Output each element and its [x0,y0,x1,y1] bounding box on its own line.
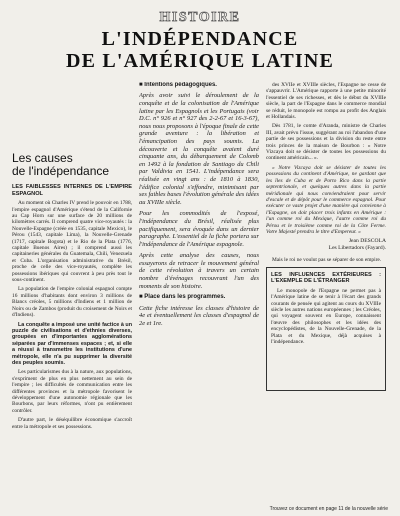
column-1 [12,82,132,433]
bold-paragraph: La conquête a imposé une unité factice à un puzzle de civilisations et d'ethnies diverses, groupées en d'importantes agglomérations séparées par d'immenses espaces ; et, si elle a réussi à transmettre les institutions d'une métropole, elle n'a pu supprimer la diversité des peuples soumis. [12,321,132,366]
subhead-external-influences: LES INFLUENCES EXTÉRIEURES : L'EXEMPLE DE L'ÉTRANGER [271,271,381,285]
paragraph: Les particularismes dus à la nature, aux populations, s'expriment de plus en plus nettement au sein de l'empire ; les difficultés de communication entre les différentes provinces et la métropole favorisent le développement d'une autonomie régionale que les Bourbons, par leurs réformes, n'ont pu entièrement contrôler. [12,369,132,414]
paragraph: des XVIIe et XVIIIe siècles, l'Espagne ne cesse de s'appauvrir. L'Amérique rapporte à une petite minorité l'essentiel de ses richesses, et dès le début du XVIIIe siècle, la part de l'Espagne dans le commerce mondial se réduit, le monopole est rompu au profit des Anglais et Hollandais. [266,82,386,121]
paragraph: La population de l'empire colonial espagnol compte 16 millions d'habitants dont environ 3 millions de Blancs créoles, 5 millions d'Indiens et 1 million de Noirs ou de Zambos (produit du croisement de Noirs et d'Indiens). [12,286,132,319]
signature-name: Jean DESCOLA [348,238,386,245]
article-columns [12,82,392,433]
title-line-2: DE L'AMÉRIQUE LATINE [65,50,335,72]
footer-note: Trouvez ce document en page 11 de la nouvelle série [269,506,388,512]
paragraph: Mais le roi ne voulut pas se séparer de son empire. [272,257,382,264]
boxed-section [266,267,386,391]
italic-paragraph: Pour les commodités de l'exposé, l'indépendance du Brésil, réalisée plus pacifiquement, sera évoquée dans un dernier paragraphe. L'essentiel de la fiche portera sur l'indépendance de l'Amérique espagnole. [139,210,259,248]
paragraph: Dès 1781, le comte d'Aranda, ministre de Charles III, avait prévu l'issue, suggérant au roi l'abandon d'une partie de ses possessions et la division du reste entre trois princes de la maison de Bourbon : « Notre Vizcaya doit se désister de toutes les possessions du continent américain... ». [266,123,386,162]
subhead-internal-weakness: LES FAIBLESSES INTERNES DE L'EMPIRE ESPAGNOL [12,184,132,197]
paragraph: D'autre part, le déséquilibre économique s'accroît entre la métropole et ses possessions. [12,417,132,430]
paragraph: Au moment où Charles IV prend le pouvoir en 1788, l'empire espagnol d'Amérique s'étend de la Californie au Cap Horn sur une surface de 20 millions de kilomètres carrés. Il comprend quatre vice-royautés : la Nouvelle-Espagne (créée en 1535, capitale Mexico), le Pérou (1543, capitale Lima), la Nouvelle-Grenade (1717, capitale Bogota) et le Rio de la Plata (1776, capitale Buenos Aires) ; il comprend aussi les capitaineries générales du Guatemala, Chili, Venezuela et Cuba. L'organisation administrative du Brésil, proche de celle des vice-royautés, complète les possessions ibériques qui couvrent à peu près tout le sous-continent. [12,200,132,284]
section-kicker: HISTOIRE [159,10,241,25]
bullet-heading-intentions: ■ Intentions pédagogiques. [139,82,217,88]
section-title-line-1: Les causes [12,151,73,165]
italic-paragraph: Après avoir suivi le déroulement de la conquête et de la colonisation de l'Amérique latine par les Espagnols et les Portugais (voir D.C. n° 926 et n° 927 des 2-2-67 et 16-3-67), nous nous proposons à l'époque finale de cette grande aventure : la libération et l'émancipation des pays soumis. La découverte et la conquête avaient duré cinquante ans, du débarquement de Colomb en 1492 à la fondation de Santiago du Chili par Valdivia en 1541. L'indépendance sera réalisée en vingt ans : de 1810 à 1830, l'édifice colonial s'effondre, minimisant par ses faibles bases l'évolution générale des idées au XVIIIe siècle. [139,92,259,206]
title-line-1: L'INDÉPENDANCE [101,28,299,50]
section-title-line-2: de l'indépendance [12,164,110,178]
quote-signature [266,238,386,251]
paragraph: Le monopole de l'Espagne ne permet pas à l'Amérique latine de se tenir à l'écart des grands courants de pensée qui agitent au cours du XVIIIe siècle les autres nations européennes ; les Créoles, qui voyagent souvent en Europe, connaissent l'œuvre des philosophes et les idées des encyclopédistes, de la Nouvelle-Grenade, de la Plata et du Mexique, déjà acquises à l'indépendance. [271,287,381,345]
italic-intro [139,92,259,290]
italic-paragraph: Après cette analyse des causes, nous essayerons de retracer le mouvement général de cette révolution à travers un certain nombre d'événages recouvrant l'un des moments de son histoire. [139,252,259,290]
italic-paragraph: Cette fiche intéresse les classes d'histoire de 4e et éventuellement les classes d'espagnol de 2e et 1re. [139,304,259,327]
page-title [12,28,388,72]
section-title [12,152,132,178]
column-3 [266,82,386,433]
bullet-heading-programmes: ■ Place dans les programmes. [139,294,226,301]
column-2 [139,82,259,433]
signature-work: Les Libertadors [328,244,364,251]
signature-publisher: (Fayard). [365,244,386,251]
italic-programmes [139,305,259,328]
italic-quote: « Notre Vizcaya doit se désister de toutes les possessions du continent d'Amérique, ne gardant que les îles de Cuba et de Porto Rico dans la partie septentrionale, et quelques autres dans la partie méridionale qui nous conviendraient pour servir d'escale et de dépôt pour le commerce espagnol. Pour exécuter ce vaste projet d'une manière qui convienne à l'Espagne, on doit placer trois infants en Amérique : l'un comme roi du Mexique, l'autre comme roi du Pérou et le troisième comme roi de la Côte Ferme. Votre Majesté prendra le titre d'Empereur. » [266,164,386,235]
